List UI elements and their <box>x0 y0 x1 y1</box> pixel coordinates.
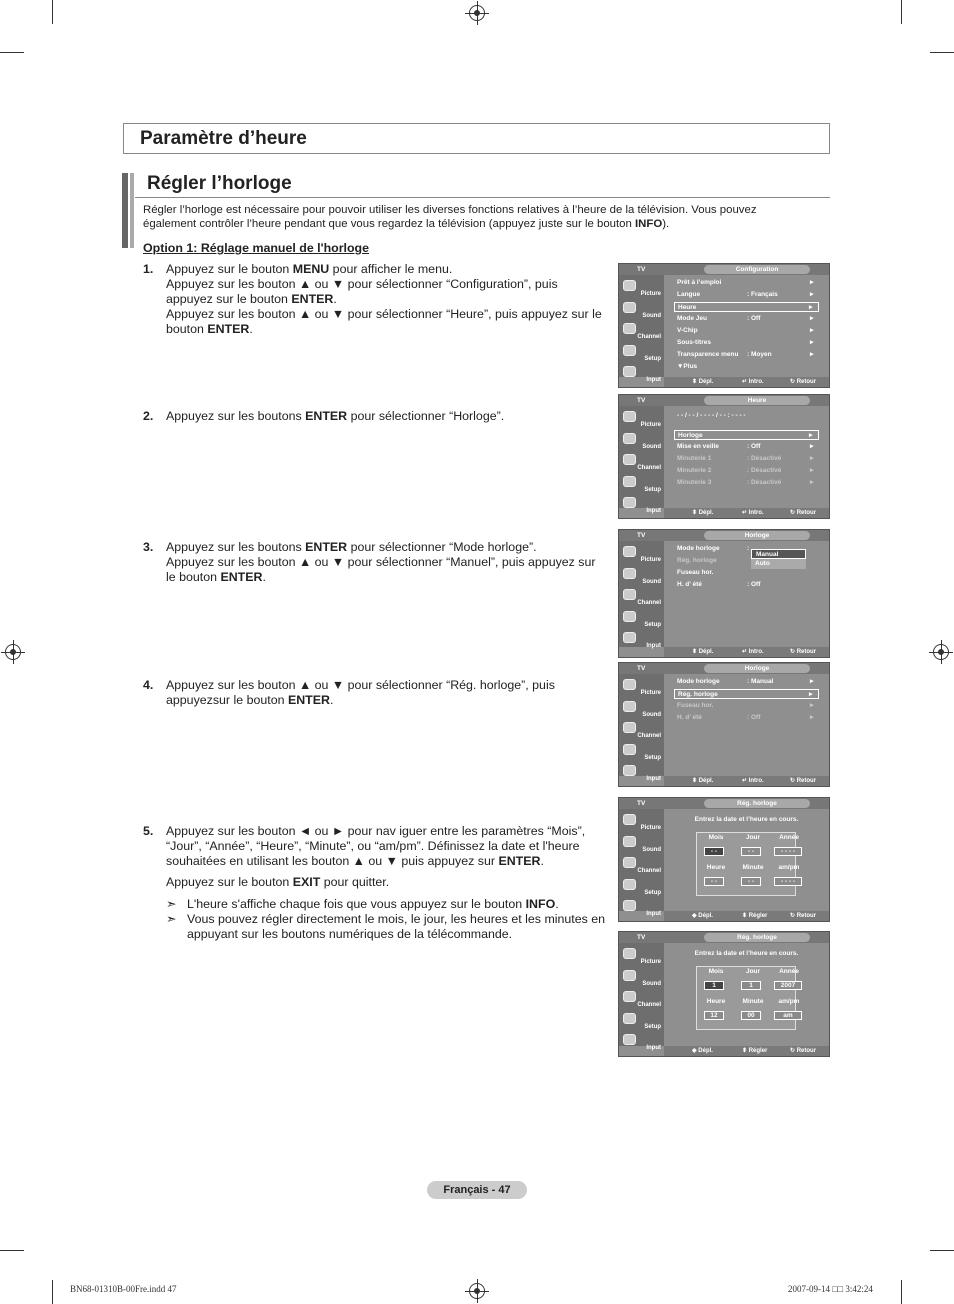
tv-osd-panel <box>618 797 830 922</box>
osd-field-label: Minute <box>742 998 764 1005</box>
osd-sidebar-item-sound[interactable] <box>621 300 663 320</box>
osd-row-value: : Moyen <box>747 351 772 358</box>
input-icon <box>623 900 636 911</box>
osd-message: Entrez la date et l’heure en cours. <box>694 950 799 957</box>
osd-help-bar <box>664 911 829 921</box>
osd-sidebar <box>619 275 664 383</box>
osd-field-value[interactable]: - - - - <box>774 877 802 886</box>
osd-sidebar-label: Sound <box>642 846 661 853</box>
osd-title-bar <box>619 530 829 541</box>
osd-field-value[interactable]: am <box>774 1011 802 1020</box>
osd-sidebar <box>619 809 664 917</box>
osd-row-label: V-Chip <box>677 327 698 334</box>
picture-icon <box>623 679 636 690</box>
osd-sidebar-item-setup[interactable] <box>621 343 663 363</box>
osd-row-label: Mise en veille <box>677 443 719 450</box>
osd-sidebar-item-sound[interactable] <box>621 566 663 586</box>
osd-menu-row[interactable] <box>674 580 819 590</box>
osd-row-label: Horloge <box>678 432 703 439</box>
osd-menu-row[interactable] <box>674 677 819 687</box>
osd-sidebar-item-sound[interactable] <box>621 431 663 451</box>
crop-mark <box>901 1280 902 1304</box>
setup-icon <box>623 879 636 890</box>
osd-menu-row[interactable] <box>674 689 819 699</box>
osd-menu-row[interactable] <box>674 362 819 372</box>
osd-row-label: Sous-titres <box>677 339 711 346</box>
osd-menu-title: Horloge <box>704 531 810 540</box>
registration-mark-icon <box>469 5 485 21</box>
osd-sidebar-item-setup[interactable] <box>621 742 663 762</box>
sound-icon <box>623 302 636 313</box>
osd-field-value[interactable]: - - <box>704 847 724 856</box>
channel-icon <box>623 323 636 334</box>
osd-row-label: Minuterie 3 <box>677 479 712 486</box>
osd-sidebar-item-picture[interactable] <box>621 544 663 564</box>
osd-dropdown-option[interactable]: Auto <box>751 559 806 569</box>
tv-osd-panel <box>618 394 830 519</box>
osd-row-arrow-icon: ► <box>808 291 815 298</box>
intro-end: ). <box>662 217 670 230</box>
osd-row-value: : Off <box>747 581 761 588</box>
note-arrow-icon: ➣ <box>166 897 177 911</box>
osd-row-arrow-icon: ► <box>807 304 814 311</box>
osd-row-arrow-icon: ► <box>808 455 815 462</box>
section-title: Paramètre d’heure <box>140 128 307 149</box>
osd-field-label: Année <box>779 834 799 841</box>
step-text: Appuyez sur les boutons ENTER pour sélectionner “Mode horloge”. Appuyez sur les bouton ▲ ou ▼ pour sélectionner “Manuel”, puis appuyez sur le bouton ENTER. <box>166 540 596 584</box>
osd-sidebar-item-sound[interactable] <box>621 968 663 988</box>
osd-sidebar-item-input[interactable] <box>621 898 663 918</box>
osd-sidebar-item-setup[interactable] <box>621 609 663 629</box>
osd-help-item: ↻ Retour <box>790 510 817 516</box>
osd-source-label: TV <box>637 934 646 941</box>
osd-sidebar <box>619 943 664 1051</box>
intro-line-1: Régler l’horloge est nécessaire pour pouvoir utiliser les diverses fonctions relatives à l’heure de la télévision. Vous pouvez <box>143 204 757 216</box>
crop-mark <box>930 1250 954 1251</box>
registration-mark-icon <box>933 644 949 660</box>
osd-dropdown-option[interactable]: Manual <box>751 549 806 559</box>
crop-mark <box>0 1250 24 1251</box>
osd-row-arrow-icon: ► <box>808 678 815 685</box>
osd-sidebar-label: Channel <box>637 733 661 739</box>
note-2 <box>166 912 606 941</box>
osd-sidebar-label: Channel <box>637 334 661 340</box>
osd-sidebar-label: Channel <box>637 868 661 874</box>
tv-osd-panel <box>618 662 830 787</box>
osd-field-value[interactable]: 12 <box>704 1011 724 1020</box>
setup-icon <box>623 744 636 755</box>
osd-sidebar-label: Input <box>646 508 661 514</box>
osd-sidebar <box>619 541 664 647</box>
step-number: 1. <box>143 262 154 276</box>
osd-sidebar-label: Picture <box>640 825 661 831</box>
osd-sidebar-label: Setup <box>644 355 661 362</box>
osd-sidebar-label: Setup <box>644 889 661 896</box>
channel-icon <box>623 857 636 868</box>
osd-help-bar <box>664 508 829 518</box>
osd-help-item: ⬍ Régler <box>742 1048 768 1054</box>
osd-row-value: : Français <box>747 291 778 298</box>
osd-row-value: : Désactivé <box>747 455 782 462</box>
osd-sidebar-label: Sound <box>642 711 661 718</box>
osd-sidebar-label: Channel <box>637 600 661 606</box>
osd-row-value: : Manual <box>747 678 774 685</box>
osd-sidebar-item-picture[interactable] <box>621 946 663 966</box>
osd-help-item: ⬍ Dépl. <box>692 649 714 655</box>
osd-help-item: ↻ Retour <box>790 649 817 655</box>
osd-help-item: ↵ Intro. <box>742 649 764 655</box>
osd-sidebar-label: Input <box>646 1045 661 1051</box>
crop-mark <box>0 52 24 53</box>
osd-field-value[interactable]: 1 <box>741 981 761 990</box>
osd-title-bar <box>619 395 829 406</box>
osd-help-item: ◆ Dépl. <box>692 1048 713 1054</box>
osd-row-value: : Off <box>747 315 761 322</box>
osd-sidebar-item-setup[interactable] <box>621 877 663 897</box>
osd-sidebar-label: Picture <box>640 291 661 297</box>
osd-row-label: Mode horloge <box>677 545 720 552</box>
step-text: Appuyez sur le bouton MENU pour afficher le menu. Appuyez sur les bouton ▲ ou ▼ pour sélectionner “Configuration”, puis appuyez sur le bouton ENTER. Appuyez sur les bouton ▲ ou ▼ pour sélectionner “Heure”, puis appuyez sur le bouton ENTER. <box>166 262 602 336</box>
osd-sidebar-item-channel[interactable] <box>621 452 663 472</box>
slug-right: 2007-09-14 □□ 3:42:24 <box>788 1284 873 1294</box>
osd-sidebar-label: Channel <box>637 465 661 471</box>
osd-row-arrow-icon: ► <box>807 691 814 698</box>
osd-sidebar-item-setup[interactable] <box>621 474 663 494</box>
osd-sidebar-label: Picture <box>640 959 661 965</box>
osd-sidebar-label: Sound <box>642 980 661 987</box>
osd-sidebar-label: Picture <box>640 557 661 563</box>
osd-title-bar <box>619 798 829 809</box>
osd-field-label: Jour <box>745 834 761 841</box>
setup-icon <box>623 476 636 487</box>
osd-sidebar-item-channel[interactable] <box>621 587 663 607</box>
osd-help-bar <box>664 1046 829 1056</box>
osd-help-item: ↵ Intro. <box>742 379 764 385</box>
osd-field-label: Année <box>779 968 799 975</box>
channel-icon <box>623 454 636 465</box>
osd-menu-row[interactable] <box>674 302 819 312</box>
osd-row-label: Fuseau hor. <box>677 702 714 709</box>
osd-help-item: ↻ Retour <box>790 1048 817 1054</box>
picture-icon <box>623 280 636 291</box>
osd-help-item: ◆ Dépl. <box>692 913 713 919</box>
registration-mark-icon <box>469 1283 485 1299</box>
osd-row-value: : Désactivé <box>747 479 782 486</box>
osd-sidebar-label: Input <box>646 911 661 917</box>
osd-row-label: Rég. horloge <box>677 557 717 564</box>
crop-mark <box>52 1280 53 1304</box>
tv-osd-panel <box>618 529 830 658</box>
osd-help-bar <box>664 377 829 387</box>
osd-row-label: Rég. horloge <box>678 691 718 698</box>
osd-title-bar <box>619 264 829 275</box>
osd-sidebar-item-channel[interactable] <box>621 720 663 740</box>
osd-sidebar-label: Input <box>646 377 661 383</box>
osd-field-label: am/pm <box>778 864 800 871</box>
osd-sidebar-label: Sound <box>642 312 661 319</box>
setup-icon <box>623 1013 636 1024</box>
sound-icon <box>623 568 636 579</box>
osd-menu-row[interactable] <box>674 278 819 288</box>
osd-row-label: Prêt à l’emploi <box>677 279 722 286</box>
input-icon <box>623 1034 636 1045</box>
osd-row-label: Langue <box>677 291 701 298</box>
osd-row-value: : Off <box>747 443 761 450</box>
osd-sidebar-item-input[interactable] <box>621 495 663 515</box>
section-title-box <box>123 123 830 154</box>
picture-icon <box>623 411 636 422</box>
osd-row-label: Fuseau hor. <box>677 569 714 576</box>
crop-mark <box>901 0 902 24</box>
note-1 <box>166 897 606 912</box>
sound-icon <box>623 701 636 712</box>
osd-sidebar-label: Channel <box>637 1002 661 1008</box>
osd-row-label: Minuterie 1 <box>677 455 712 462</box>
sound-icon <box>623 433 636 444</box>
osd-menu-row[interactable] <box>674 442 819 452</box>
osd-clock-readout: - - / - - / - - - - / - - : - - - - <box>677 412 746 419</box>
crop-mark <box>930 52 954 53</box>
option-title: Option 1: Réglage manuel de l'horloge <box>143 241 370 255</box>
osd-sidebar-item-picture[interactable] <box>621 409 663 429</box>
osd-title-bar <box>619 663 829 674</box>
intro-line-2: également contrôler l’heure pendant que vous regardez la télévision (appuyez juste sur le bouton <box>143 217 636 230</box>
osd-sidebar-label: Sound <box>642 443 661 450</box>
picture-icon <box>623 814 636 825</box>
page-footer: Français - 47 <box>427 1181 527 1199</box>
osd-menu-title: Rég. horloge <box>704 799 810 808</box>
osd-sidebar-label: Setup <box>644 754 661 761</box>
osd-field-value[interactable]: - - <box>704 877 724 886</box>
step-text: Appuyez sur les bouton ▲ ou ▼ pour sélectionner “Rég. horloge”, puis appuyezsur le bouton ENTER. <box>166 678 555 707</box>
osd-row-label: ▼Plus <box>677 363 698 370</box>
osd-source-label: TV <box>637 397 646 404</box>
sound-icon <box>623 970 636 981</box>
osd-row-label: Minuterie 2 <box>677 467 712 474</box>
osd-help-item: ↻ Retour <box>790 379 817 385</box>
osd-sidebar-item-input[interactable] <box>621 763 663 783</box>
step-text: Appuyez sur les boutons ENTER pour sélectionner “Horloge”. <box>166 409 505 423</box>
osd-row-arrow-icon: ► <box>808 467 815 474</box>
osd-field-value[interactable]: 1 <box>704 981 724 990</box>
osd-row-label: Mode Jeu <box>677 315 707 322</box>
osd-sidebar-label: Setup <box>644 486 661 493</box>
osd-sidebar-item-channel[interactable] <box>621 855 663 875</box>
osd-field-label: Minute <box>742 864 764 871</box>
osd-sidebar-label: Picture <box>640 690 661 696</box>
osd-message: Entrez la date et l’heure en cours. <box>694 816 799 823</box>
osd-field-value[interactable]: 2007 <box>774 981 802 990</box>
osd-sidebar-item-sound[interactable] <box>621 834 663 854</box>
osd-row-arrow-icon: ► <box>808 315 815 322</box>
osd-row-arrow-icon: ► <box>808 714 815 721</box>
note-text: Vous pouvez régler directement le mois, le jour, les heures et les minutes en appuyant sur les boutons numériques de la télécommande. <box>187 912 606 941</box>
osd-menu-title: Rég. horloge <box>704 933 810 942</box>
osd-sidebar-item-setup[interactable] <box>621 1011 663 1031</box>
osd-row-arrow-icon: ► <box>808 479 815 486</box>
picture-icon <box>623 546 636 557</box>
tv-osd-panel <box>618 263 830 388</box>
step-number: 3. <box>143 540 154 554</box>
osd-menu-row[interactable] <box>674 350 819 360</box>
osd-field-value[interactable]: 00 <box>741 1011 761 1020</box>
osd-source-label: TV <box>637 800 646 807</box>
step-text: Appuyez sur les bouton ◄ ou ► pour nav iguer entre les paramètres “Mois”, “Jour”, “Année”, “Heure”, “Minute”, ou “am/pm”. Définissez la date et l'heure souhaitées en utilisant les bouton ▲ ou ▼ puis appuyez sur ENTER. Appuyez sur le bouton EXIT pour quitter. <box>166 824 586 889</box>
osd-field-value[interactable]: - - - - <box>774 847 802 856</box>
osd-menu-row[interactable] <box>674 701 819 711</box>
osd-row-label: H. d’ été <box>677 714 702 721</box>
osd-title-bar <box>619 932 829 943</box>
osd-row-arrow-icon: ► <box>808 327 815 334</box>
osd-help-item: ⬍ Dépl. <box>692 510 714 516</box>
osd-help-item: ⬍ Dépl. <box>692 379 714 385</box>
osd-row-label: Mode horloge <box>677 678 720 685</box>
input-icon <box>623 632 636 643</box>
input-icon <box>623 366 636 377</box>
osd-help-item: ⬍ Dépl. <box>692 778 714 784</box>
tv-osd-panel <box>618 931 830 1057</box>
osd-sidebar-item-picture[interactable] <box>621 677 663 697</box>
osd-sidebar-item-input[interactable] <box>621 630 663 650</box>
osd-row-value: : <box>747 545 750 552</box>
osd-field-value[interactable]: - - <box>741 877 761 886</box>
osd-row-arrow-icon: ► <box>808 351 815 358</box>
osd-row-label: Heure <box>678 304 697 311</box>
subsection-bar <box>130 173 134 248</box>
osd-menu-row[interactable] <box>674 430 819 440</box>
step-number: 4. <box>143 678 154 692</box>
osd-field-value[interactable]: - - <box>741 847 761 856</box>
osd-help-item: ↻ Retour <box>790 913 817 919</box>
osd-row-label: Transparence menu <box>677 351 739 358</box>
osd-field-label: Mois <box>708 968 724 975</box>
osd-help-item: ⬍ Régler <box>742 913 768 919</box>
osd-help-bar <box>664 647 829 657</box>
setup-icon <box>623 611 636 622</box>
intro-info: INFO <box>635 217 663 230</box>
crop-mark <box>52 0 53 24</box>
osd-menu-row[interactable] <box>674 338 819 348</box>
osd-menu-row[interactable] <box>674 713 819 723</box>
osd-sidebar-item-picture[interactable] <box>621 278 663 298</box>
osd-sidebar-item-input[interactable] <box>621 1032 663 1052</box>
osd-sidebar-label: Setup <box>644 1023 661 1030</box>
osd-menu-row[interactable] <box>674 290 819 300</box>
osd-help-item: ↵ Intro. <box>742 510 764 516</box>
osd-menu-row[interactable] <box>674 314 819 324</box>
osd-menu-row[interactable] <box>674 326 819 336</box>
osd-sidebar-label: Input <box>646 643 661 649</box>
slug-left: BN68-01310B-00Fre.indd 47 <box>70 1284 177 1294</box>
osd-sidebar-item-input[interactable] <box>621 364 663 384</box>
subsection-bar <box>122 173 128 248</box>
osd-row-arrow-icon: ► <box>808 443 815 450</box>
osd-sidebar-item-picture[interactable] <box>621 812 663 832</box>
osd-row-arrow-icon: ► <box>807 432 814 439</box>
osd-field-label: am/pm <box>778 998 800 1005</box>
osd-sidebar <box>619 406 664 514</box>
osd-menu-row[interactable] <box>674 454 819 464</box>
osd-source-label: TV <box>637 665 646 672</box>
osd-row-arrow-icon: ► <box>808 339 815 346</box>
osd-sidebar-item-channel[interactable] <box>621 321 663 341</box>
channel-icon <box>623 589 636 600</box>
osd-source-label: TV <box>637 532 646 539</box>
osd-help-item: ↻ Retour <box>790 778 817 784</box>
channel-icon <box>623 722 636 733</box>
note-arrow-icon: ➣ <box>166 912 177 926</box>
osd-row-value: : Off <box>747 714 761 721</box>
osd-sidebar-item-sound[interactable] <box>621 699 663 719</box>
input-icon <box>623 765 636 776</box>
note-text: L'heure s'affiche chaque fois que vous appuyez sur le bouton INFO. <box>187 897 559 911</box>
osd-sidebar-label: Input <box>646 776 661 782</box>
step-number: 2. <box>143 409 154 423</box>
osd-menu-title: Horloge <box>704 664 810 673</box>
osd-field-label: Mois <box>708 834 724 841</box>
registration-mark-icon <box>5 644 21 660</box>
osd-menu-row[interactable] <box>674 568 819 578</box>
osd-menu-row[interactable] <box>674 478 819 488</box>
osd-field-label: Heure <box>706 998 726 1005</box>
osd-sidebar <box>619 674 664 782</box>
divider <box>135 197 830 198</box>
osd-row-label: H. d’ été <box>677 581 702 588</box>
osd-sidebar-label: Setup <box>644 621 661 628</box>
osd-sidebar-item-channel[interactable] <box>621 989 663 1009</box>
sound-icon <box>623 836 636 847</box>
osd-help-item: ↵ Intro. <box>742 778 764 784</box>
osd-sidebar-label: Sound <box>642 578 661 585</box>
osd-row-arrow-icon: ► <box>808 279 815 286</box>
osd-field-label: Jour <box>745 968 761 975</box>
osd-sidebar-label: Picture <box>640 422 661 428</box>
osd-menu-title: Configuration <box>704 265 810 274</box>
osd-row-arrow-icon: ► <box>808 702 815 709</box>
setup-icon <box>623 345 636 356</box>
osd-help-bar <box>664 776 829 786</box>
picture-icon <box>623 948 636 959</box>
osd-menu-row[interactable] <box>674 466 819 476</box>
osd-row-value: : Désactivé <box>747 467 782 474</box>
osd-field-label: Heure <box>706 864 726 871</box>
intro-paragraph <box>143 204 803 231</box>
osd-source-label: TV <box>637 266 646 273</box>
channel-icon <box>623 991 636 1002</box>
step-number: 5. <box>143 824 154 838</box>
subsection-title: Régler l’horloge <box>147 173 292 194</box>
osd-menu-title: Heure <box>704 396 810 405</box>
input-icon <box>623 497 636 508</box>
